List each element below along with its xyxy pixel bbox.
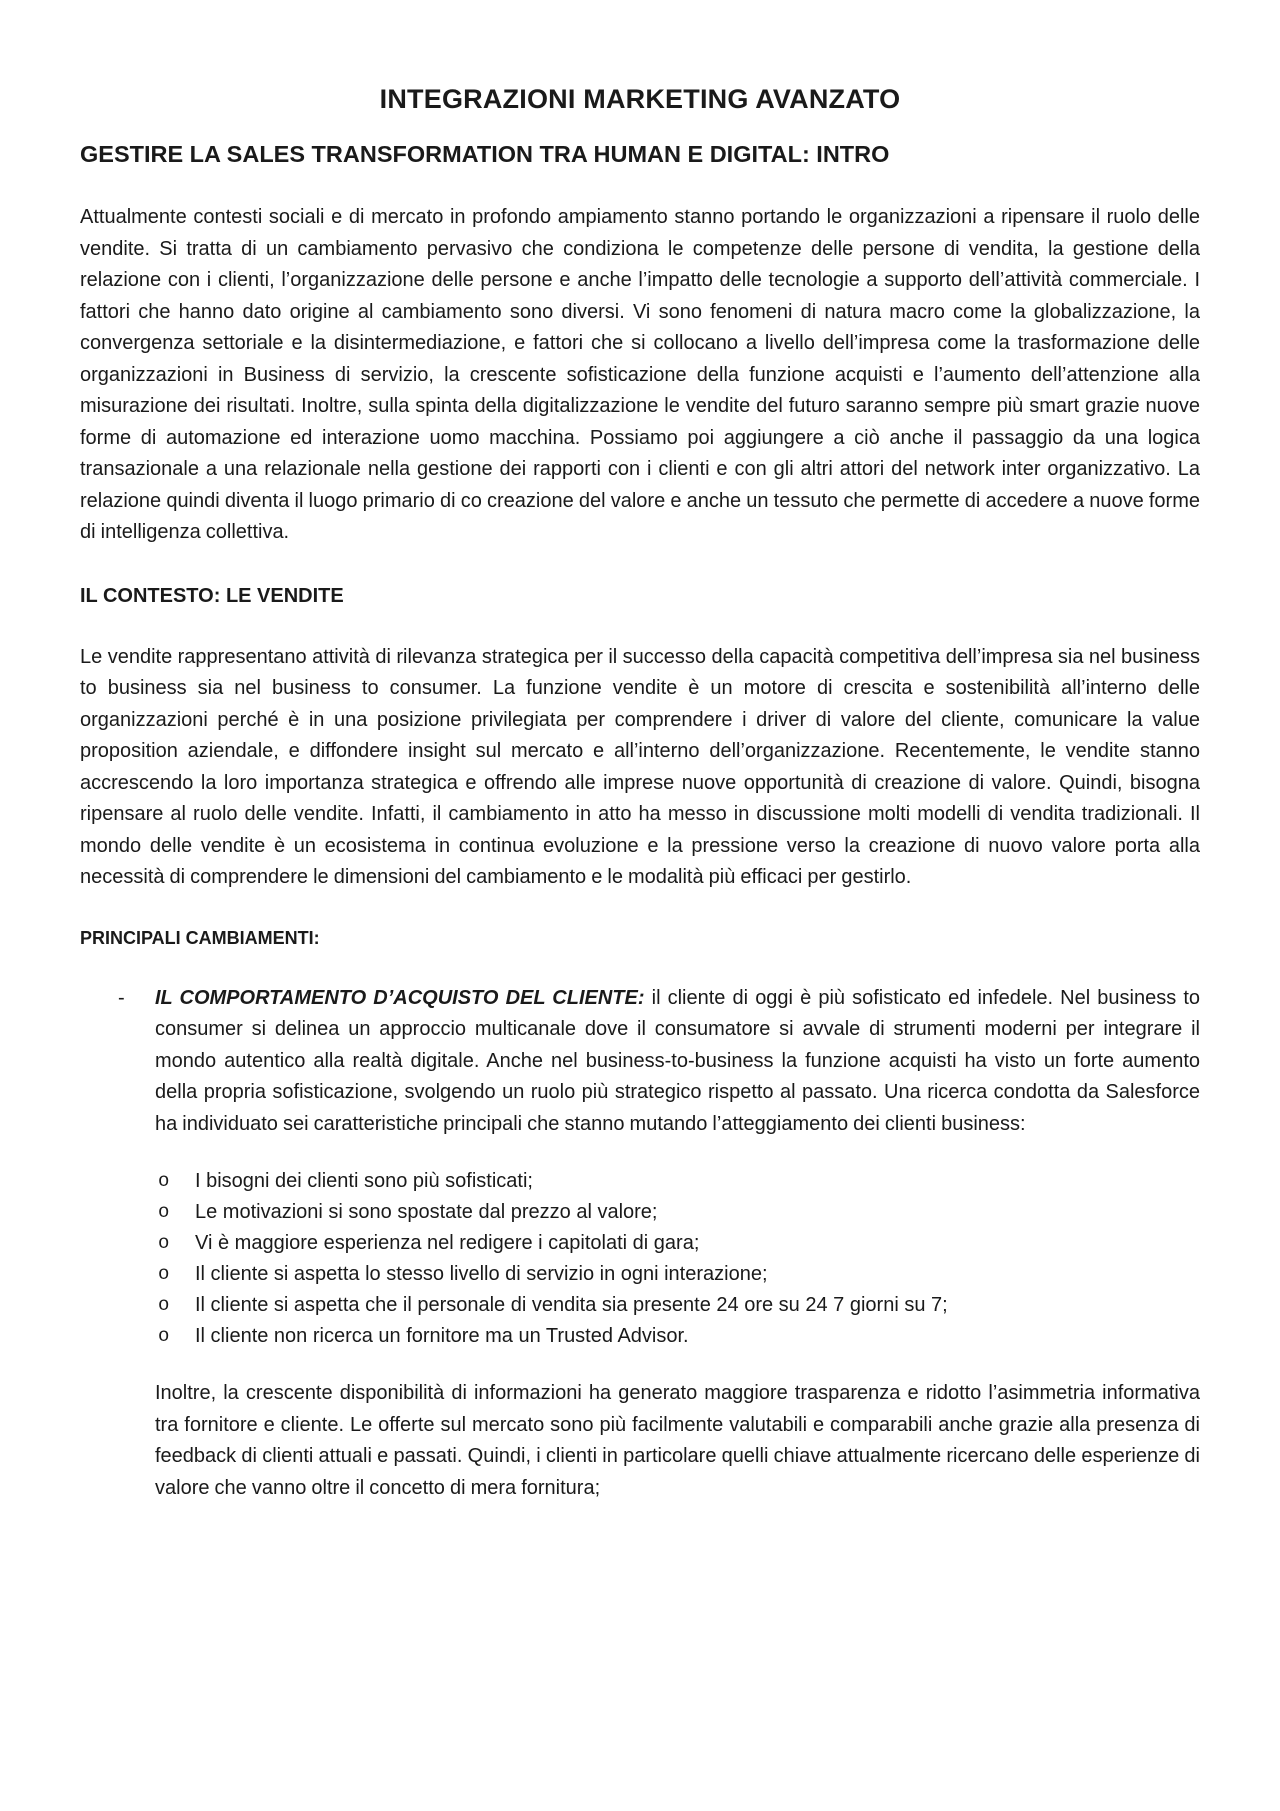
list-item — [155, 1321, 1200, 1352]
circle-bullet-icon: o — [158, 1294, 170, 1316]
dash-bullet: - — [118, 986, 125, 1009]
list-item — [155, 1290, 1200, 1321]
change-item-text: il cliente di oggi è più sofisticato ed infedele. Nel business to consumer si delinea un approccio multicanale dove il consumatore si avvale di strumenti moderni per integrare il mondo autentico alla realtà digitale. Anche nel business-to-business la funzione acquisti ha visto un forte aumento della propria sofisticazione, svolgendo un ruolo più strategico rispetto al passato. Una ricerca condotta da Salesforce ha individuato sei caratteristiche principali che stanno mutando l’atteggiamento dei clienti business: — [155, 986, 1201, 1135]
circle-bullet-icon: o — [158, 1170, 170, 1192]
circle-bullet-icon: o — [158, 1325, 170, 1347]
list-item — [155, 1259, 1200, 1290]
list-item — [155, 1197, 1200, 1228]
list-item-text: I bisogni dei clienti sono più sofisticati; — [195, 1170, 533, 1192]
list-item-text: Il cliente non ricerca un fornitore ma un Trusted Advisor. — [195, 1325, 689, 1347]
list-item — [155, 1228, 1200, 1259]
circle-bullet-icon: o — [158, 1232, 170, 1254]
section-context-heading: IL CONTESTO: LE VENDITE — [80, 584, 344, 607]
section-intro-heading: GESTIRE LA SALES TRANSFORMATION TRA HUMAN E DIGITAL: INTRO — [80, 141, 890, 167]
change-item-lead: IL COMPORTAMENTO D’ACQUISTO DEL CLIENTE: — [155, 986, 645, 1009]
change-item-paragraph — [155, 983, 1200, 1141]
list-item-text: Le motivazioni si sono spostate dal prezzo al valore; — [195, 1201, 658, 1223]
list-item-text: Il cliente si aspetta che il personale di vendita sia presente 24 ore su 24 7 giorni su 7; — [195, 1294, 948, 1316]
list-item — [155, 1166, 1200, 1197]
section-context-paragraph: Le vendite rappresentano attività di rilevanza strategica per il successo della capacità competitiva dell’impresa sia nel business to business sia nel business to consumer. La funzione vendite è un motore di crescita e sostenibilità all’interno delle organizzazioni perché è in una posizione privilegiata per comprendere i driver di valore del cliente, comunicare la value proposition aziendale, e diffondere insight sul mercato e all’interno dell’organizzazione. Recentemente, le vendite stanno accrescendo la loro importanza strategica e offrendo alle imprese nuove opportunità di creazione di valore. Quindi, bisogna ripensare al ruolo delle vendite. Infatti, il cambiamento in atto ha messo in discussione molti modelli di vendita tradizionali. Il mondo delle vendite è un ecosistema in continua evoluzione e la pressione verso la creazione di nuovo valore porta alla necessità di comprendere le dimensioni del cambiamento e le modalità più efficaci per gestirlo. — [80, 645, 1200, 888]
change-item-closing-paragraph: Inoltre, la crescente disponibilità di informazioni ha generato maggiore trasparenza e ridotto l’asimmetria informativa tra fornitore e cliente. Le offerte sul mercato sono più facilmente valutabili e comparabili anche grazie alla presenza di feedback di clienti attuali e passati. Quindi, i clienti in particolare quelli chiave attualmente ricercano delle esperienze di valore che vanno oltre il concetto di mera fornitura; — [155, 1382, 1200, 1499]
change-item-customer-behavior — [80, 983, 1200, 1141]
circle-bullet-icon: o — [158, 1201, 170, 1223]
document-title: INTEGRAZIONI MARKETING AVANZATO — [379, 84, 901, 114]
section-intro-paragraph: Attualmente contesti sociali e di mercato in profondo ampiamento stanno portando le organizzazioni a ripensare il ruolo delle vendite. Si tratta di un cambiamento pervasivo che condiziona le competenze delle persone di vendita, la gestione della relazione con i clienti, l’organizzazione delle persone e anche l’impatto delle tecnologie a supporto dell’attività commerciale. I fattori che hanno dato origine al cambiamento sono diversi. Vi sono fenomeni di natura macro come la globalizzazione, la convergenza settoriale e la disintermediazione, e fattori che si collocano a livello dell’impresa come la trasformazione delle organizzazioni in Business di servizio, la crescente sofisticazione della funzione acquisti e l’aumento dell’attenzione alla misurazione dei risultati. Inoltre, sulla spinta della digitalizzazione le vendite del futuro saranno sempre più smart grazie nuove forme di automazione ed interazione uomo macchina. Possiamo poi aggiungere a ciò anche il passaggio da una logica transazionale a una relazionale nella gestione dei rapporti con i clienti e con gli altri attori del network inter organizzativo. La relazione quindi diventa il luogo primario di co creazione del valore e anche un tessuto che permette di accedere a nuove forme di intelligenza collettiva. — [80, 206, 1200, 543]
list-item-text: Vi è maggiore esperienza nel redigere i capitolati di gara; — [195, 1232, 700, 1254]
customer-traits-list — [80, 1166, 1200, 1352]
list-item-text: Il cliente si aspetta lo stesso livello di servizio in ogni interazione; — [195, 1263, 768, 1285]
circle-bullet-icon: o — [158, 1263, 170, 1285]
section-changes-heading: PRINCIPALI CAMBIAMENTI: — [80, 927, 320, 948]
